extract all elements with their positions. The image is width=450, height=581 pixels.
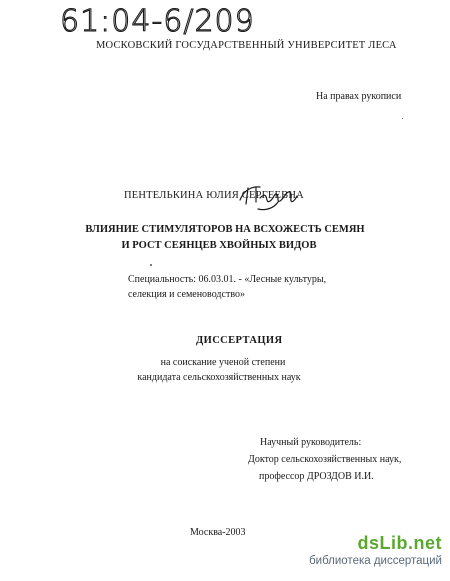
watermark-logo: dsLib.net [357, 533, 442, 553]
scan-speck [402, 118, 403, 119]
supervisor-name: профессор ДРОЗДОВ И.И. [259, 471, 374, 482]
degree-line-2: кандидата сельскохозяйственных наук [137, 372, 301, 383]
signature [234, 178, 308, 212]
degree-line-1: на соискание ученой степени [160, 357, 286, 368]
watermark-subtitle: библиотека диссертаций [309, 555, 442, 567]
archive-number: 61:04-6/209 [60, 4, 255, 39]
supervisor-degree: Доктор сельскохозяйственных наук, [248, 454, 402, 465]
university-name: МОСКОВСКИЙ ГОСУДАРСТВЕННЫЙ УНИВЕРСИТЕТ ЛЕСА [96, 40, 397, 51]
author-name: ПЕНТЕЛЬКИНА ЮЛИЯ СЕРГЕЕВНА [124, 190, 304, 201]
specialty-line-1: Специальность: 06.03.01. - «Лесные культуры, [128, 274, 327, 285]
scan-speck [150, 264, 152, 266]
city-year: Москва-2003 [190, 527, 246, 538]
supervisor-label: Научный руководитель: [260, 437, 362, 448]
thesis-title-line-2: И РОСТ СЕЯНЦЕВ ХВОЙНЫХ ВИДОВ [121, 240, 317, 251]
watermark [309, 533, 442, 567]
work-type: ДИССЕРТАЦИЯ [196, 335, 283, 346]
specialty-line-2: селекция и семеноводство» [128, 289, 245, 300]
rights-note: На правах рукописи [316, 91, 402, 102]
thesis-title-line-1: ВЛИЯНИЕ СТИМУЛЯТОРОВ НА ВСХОЖЕСТЬ СЕМЯН [85, 224, 365, 235]
